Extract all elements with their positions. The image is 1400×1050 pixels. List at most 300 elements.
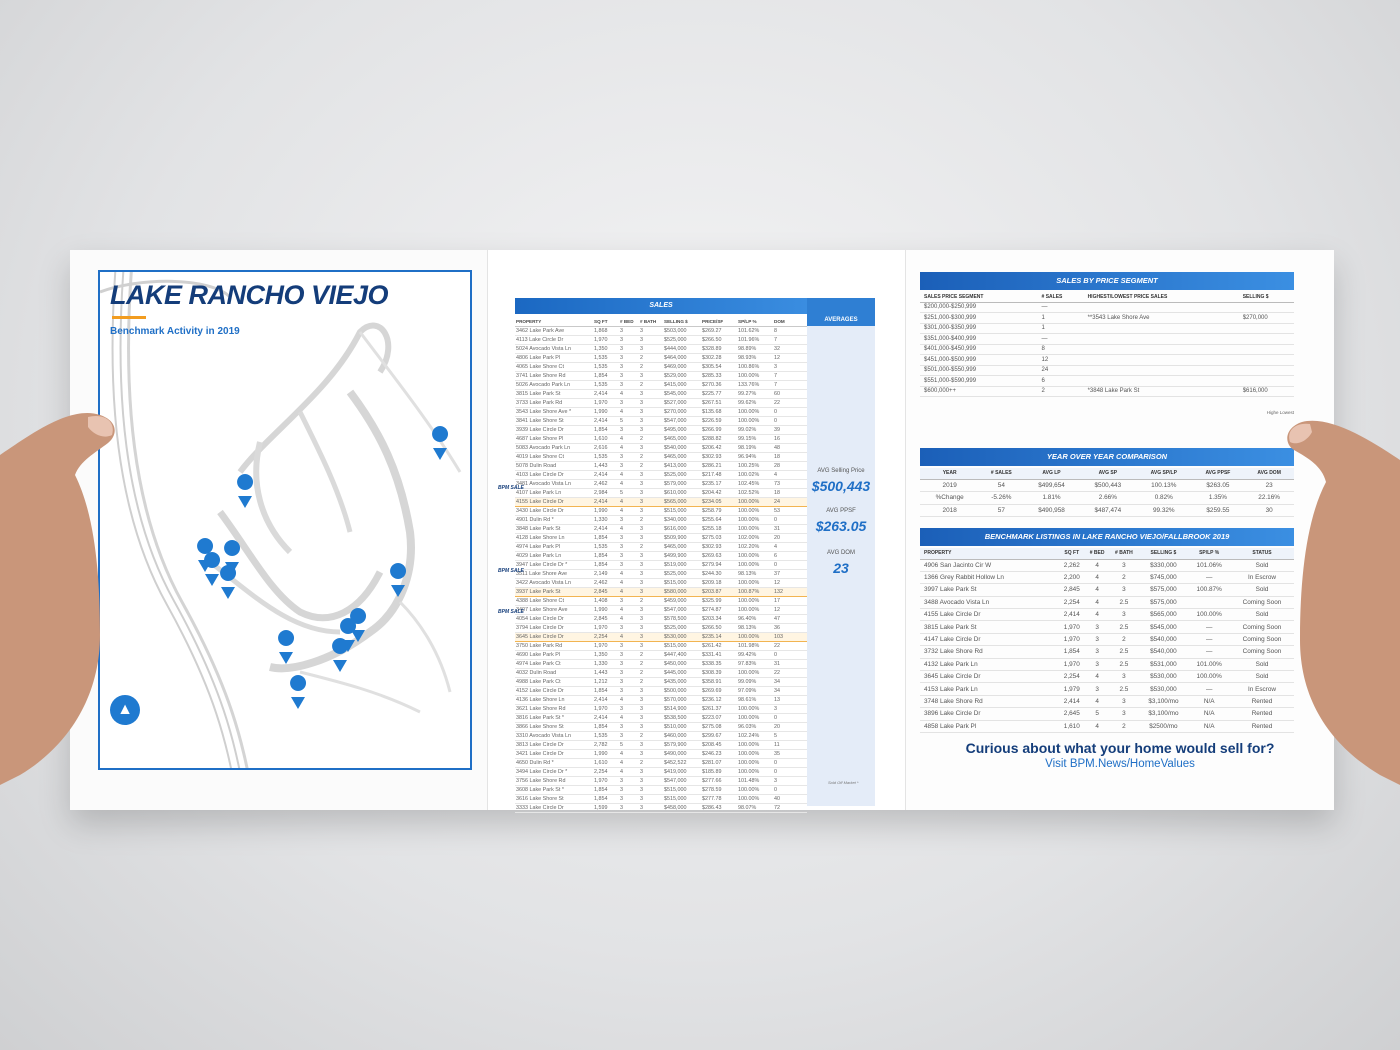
table-cell: 3 bbox=[619, 533, 639, 542]
table-cell: $299.67 bbox=[701, 731, 737, 740]
table-cell: 4 bbox=[619, 587, 639, 596]
table-cell: 4152 Lake Circle Dr bbox=[515, 686, 593, 695]
table-cell: $244.30 bbox=[701, 569, 737, 578]
table-cell: 6 bbox=[773, 551, 807, 560]
table-cell: 12 bbox=[773, 578, 807, 587]
table-row bbox=[515, 650, 807, 659]
table-row bbox=[515, 461, 807, 470]
table-row bbox=[515, 326, 807, 335]
table-cell: $278.59 bbox=[701, 785, 737, 794]
table-cell: 1,854 bbox=[593, 371, 619, 380]
table-cell: 3 bbox=[639, 776, 663, 785]
table-cell: 99.02% bbox=[737, 425, 773, 434]
table-cell bbox=[1239, 344, 1294, 355]
table-cell: — bbox=[1188, 621, 1230, 633]
table-cell: 4 bbox=[619, 506, 639, 515]
table-cell: — bbox=[1188, 646, 1230, 658]
table-cell: 3 bbox=[1109, 559, 1138, 571]
table-cell: Sold bbox=[1230, 584, 1294, 596]
sales-column-header: SP/LP % bbox=[737, 317, 773, 326]
table-cell: $501,000-$550,999 bbox=[920, 365, 1038, 376]
table-row bbox=[515, 641, 807, 650]
table-row bbox=[920, 671, 1294, 683]
table-cell: 3 bbox=[619, 560, 639, 569]
table-row bbox=[515, 722, 807, 731]
table-cell: 6 bbox=[1038, 376, 1084, 387]
table-cell: 3815 Lake Park St bbox=[920, 621, 1059, 633]
table-cell: $487,474 bbox=[1080, 504, 1136, 517]
table-cell: 1,854 bbox=[593, 785, 619, 794]
table-cell: 3 bbox=[619, 353, 639, 362]
table-row bbox=[515, 803, 807, 812]
table-cell: $459,000 bbox=[663, 596, 701, 605]
table-cell: 3 bbox=[1085, 646, 1109, 658]
table-row bbox=[920, 609, 1294, 621]
table-cell: 4136 Lake Shore Ln bbox=[515, 695, 593, 704]
listings-column-header: # BED bbox=[1085, 548, 1109, 559]
table-cell: 3 bbox=[1109, 708, 1138, 720]
table-cell: 5083 Avocado Park Ln bbox=[515, 443, 593, 452]
table-cell: 4 bbox=[619, 434, 639, 443]
table-cell: 34 bbox=[773, 686, 807, 695]
table-cell: 3 bbox=[639, 614, 663, 623]
table-cell: 13 bbox=[773, 695, 807, 704]
table-cell: 2,845 bbox=[593, 587, 619, 596]
page-title: LAKE RANCHO VIEJO bbox=[110, 280, 389, 310]
table-row bbox=[920, 559, 1294, 571]
table-cell: 3756 Lake Shore Rd bbox=[515, 776, 593, 785]
table-row bbox=[515, 596, 807, 605]
table-row bbox=[920, 571, 1294, 583]
table-row bbox=[515, 407, 807, 416]
table-cell: 0 bbox=[773, 515, 807, 524]
table-row bbox=[920, 302, 1294, 313]
table-cell: $301,000-$350,999 bbox=[920, 323, 1038, 334]
cta-link[interactable]: Visit BPM.News/HomeValues bbox=[1045, 758, 1195, 770]
table-cell: 1,990 bbox=[593, 407, 619, 416]
table-cell: 3 bbox=[619, 677, 639, 686]
table-cell: 3 bbox=[639, 425, 663, 434]
table-cell: 4 bbox=[1085, 695, 1109, 707]
table-cell bbox=[1239, 302, 1294, 313]
table-cell: 2.5 bbox=[1109, 658, 1138, 670]
table-cell: 4 bbox=[619, 470, 639, 479]
yoy-table bbox=[920, 468, 1294, 517]
table-cell: 1,854 bbox=[1059, 646, 1085, 658]
table-cell: $458,000 bbox=[663, 803, 701, 812]
table-cell: 23 bbox=[1244, 479, 1294, 492]
table-cell: 7 bbox=[773, 371, 807, 380]
table-row bbox=[515, 767, 807, 776]
table-cell: $616,000 bbox=[1239, 386, 1294, 397]
table-cell: 3848 Lake Park St bbox=[515, 524, 593, 533]
table-cell: $500,000 bbox=[663, 686, 701, 695]
table-cell: $530,000 bbox=[1138, 671, 1188, 683]
table-cell: 101.96% bbox=[737, 335, 773, 344]
table-cell: $203.34 bbox=[701, 614, 737, 623]
table-cell: 1,970 bbox=[593, 398, 619, 407]
table-cell: 3 bbox=[639, 524, 663, 533]
listings-table bbox=[920, 548, 1294, 733]
table-cell: 2,845 bbox=[1059, 584, 1085, 596]
table-cell: $575,000 bbox=[1138, 584, 1188, 596]
table-row bbox=[920, 479, 1294, 492]
table-cell: 2,414 bbox=[593, 497, 619, 506]
table-cell: N/A bbox=[1188, 720, 1230, 732]
table-cell: 1,350 bbox=[593, 650, 619, 659]
table-cell: 0.82% bbox=[1136, 492, 1192, 505]
table-cell: 100.00% bbox=[737, 704, 773, 713]
table-row bbox=[515, 704, 807, 713]
table-cell: 2,616 bbox=[593, 443, 619, 452]
table-row bbox=[515, 362, 807, 371]
table-cell: 4690 Lake Park Pl bbox=[515, 650, 593, 659]
table-cell: 3815 Lake Park St bbox=[515, 389, 593, 398]
table-cell: 18 bbox=[773, 488, 807, 497]
map-frame bbox=[98, 270, 472, 770]
table-cell: 3 bbox=[639, 623, 663, 632]
table-cell: 3 bbox=[639, 344, 663, 353]
table-cell: 3 bbox=[639, 560, 663, 569]
table-cell: 3407 Lake Shore Ave bbox=[515, 605, 593, 614]
table-cell: $451,000-$500,999 bbox=[920, 355, 1038, 366]
table-cell: 40 bbox=[773, 794, 807, 803]
table-cell: $525,000 bbox=[663, 623, 701, 632]
table-cell: 3 bbox=[1109, 609, 1138, 621]
table-cell: Coming Soon bbox=[1230, 646, 1294, 658]
table-cell: $464,000 bbox=[663, 353, 701, 362]
table-cell: 102.45% bbox=[737, 479, 773, 488]
table-cell: 100.13% bbox=[1136, 479, 1192, 492]
table-cell: $545,000 bbox=[1138, 621, 1188, 633]
table-cell bbox=[1188, 596, 1230, 608]
table-cell: 2.5 bbox=[1109, 646, 1138, 658]
table-cell: 3 bbox=[1109, 695, 1138, 707]
table-cell: $255.64 bbox=[701, 515, 737, 524]
table-cell: 1,970 bbox=[1059, 633, 1085, 645]
table-cell: $305.54 bbox=[701, 362, 737, 371]
table-cell: $302.93 bbox=[701, 542, 737, 551]
table-cell: 3 bbox=[1109, 671, 1138, 683]
table-cell: 4388 Lake Shore Ct bbox=[515, 596, 593, 605]
table-cell: 100.00% bbox=[1188, 609, 1230, 621]
table-cell: 96.03% bbox=[737, 722, 773, 731]
table-cell: 1,212 bbox=[593, 677, 619, 686]
table-cell: 4650 Dulin Rd * bbox=[515, 758, 593, 767]
neighborhood-map bbox=[100, 272, 472, 770]
table-cell: $285.33 bbox=[701, 371, 737, 380]
table-row bbox=[920, 658, 1294, 670]
table-cell: 3 bbox=[619, 659, 639, 668]
sales-column-header: SELLING $ bbox=[663, 317, 701, 326]
table-row bbox=[515, 524, 807, 533]
table-row bbox=[920, 633, 1294, 645]
table-cell: 3 bbox=[1109, 584, 1138, 596]
table-cell: 3 bbox=[619, 668, 639, 677]
table-row bbox=[920, 720, 1294, 732]
table-cell: 2,414 bbox=[593, 524, 619, 533]
table-row bbox=[920, 683, 1294, 695]
table-cell: 2 bbox=[1109, 720, 1138, 732]
table-cell: $490,958 bbox=[1023, 504, 1079, 517]
table-cell: $269.69 bbox=[701, 686, 737, 695]
listings-column-header: SP/LP % bbox=[1188, 548, 1230, 559]
table-cell: 4974 Lake Park Pl bbox=[515, 542, 593, 551]
table-row bbox=[515, 569, 807, 578]
table-cell: 98.93% bbox=[737, 353, 773, 362]
table-row bbox=[515, 758, 807, 767]
table-cell: 11 bbox=[773, 740, 807, 749]
table-cell: $275.08 bbox=[701, 722, 737, 731]
table-cell: 31 bbox=[773, 659, 807, 668]
table-cell: 3 bbox=[639, 335, 663, 344]
table-cell: 3 bbox=[639, 767, 663, 776]
table-cell: 48 bbox=[773, 443, 807, 452]
table-cell: 53 bbox=[773, 506, 807, 515]
table-cell: 2 bbox=[639, 596, 663, 605]
table-cell: 1,535 bbox=[593, 353, 619, 362]
table-cell: $2500/mo bbox=[1138, 720, 1188, 732]
table-cell: $509,900 bbox=[663, 533, 701, 542]
table-cell: In Escrow bbox=[1230, 571, 1294, 583]
table-cell: 3 bbox=[639, 695, 663, 704]
table-cell: *3848 Lake Park St bbox=[1084, 386, 1239, 397]
yoy-column-header: AVG DOM bbox=[1244, 468, 1294, 479]
table-cell: 0 bbox=[773, 767, 807, 776]
table-cell: 3310 Avocado Vista Ln bbox=[515, 731, 593, 740]
table-cell: $217.48 bbox=[701, 470, 737, 479]
table-row bbox=[920, 365, 1294, 376]
table-cell: 2019 bbox=[920, 479, 979, 492]
table-cell: 20 bbox=[773, 722, 807, 731]
price-segment-column-header: HIGHEST/LOWEST PRICE SALES bbox=[1084, 292, 1239, 302]
yoy-column-header: # SALES bbox=[979, 468, 1023, 479]
table-row bbox=[515, 749, 807, 758]
table-cell: 2 bbox=[639, 758, 663, 767]
table-row bbox=[515, 371, 807, 380]
table-cell: 1,443 bbox=[593, 668, 619, 677]
table-cell: 1,854 bbox=[593, 533, 619, 542]
table-cell: 3 bbox=[619, 641, 639, 650]
table-cell: $279.94 bbox=[701, 560, 737, 569]
table-cell: 1.35% bbox=[1192, 492, 1245, 505]
table-cell: 4155 Lake Circle Dr bbox=[920, 609, 1059, 621]
table-row bbox=[920, 376, 1294, 387]
yoy-column-header: AVG SP bbox=[1080, 468, 1136, 479]
table-cell: $515,000 bbox=[663, 578, 701, 587]
table-cell: $208.45 bbox=[701, 740, 737, 749]
table-row bbox=[515, 335, 807, 344]
table-cell: 3 bbox=[619, 542, 639, 551]
table-row bbox=[920, 344, 1294, 355]
table-cell: 96.94% bbox=[737, 452, 773, 461]
table-row bbox=[920, 504, 1294, 517]
sales-panel bbox=[488, 250, 906, 810]
table-cell: 1,868 bbox=[593, 326, 619, 335]
table-cell: $575,000 bbox=[1138, 596, 1188, 608]
table-cell: 4806 Lake Park Pl bbox=[515, 353, 593, 362]
table-cell: 1,350 bbox=[593, 344, 619, 353]
sales-column-header: # BATH bbox=[639, 317, 663, 326]
table-cell: N/A bbox=[1188, 708, 1230, 720]
table-row bbox=[515, 686, 807, 695]
table-cell: $444,000 bbox=[663, 344, 701, 353]
table-cell: 103 bbox=[773, 632, 807, 641]
table-cell: 4 bbox=[773, 470, 807, 479]
table-cell: 17 bbox=[773, 596, 807, 605]
table-cell: 20 bbox=[773, 533, 807, 542]
table-cell: 97.83% bbox=[737, 659, 773, 668]
table-cell: 5 bbox=[619, 740, 639, 749]
table-cell: $263.05 bbox=[1192, 479, 1245, 492]
table-cell: 100.00% bbox=[737, 506, 773, 515]
sales-column-header: PROPERTY bbox=[515, 317, 593, 326]
table-cell: 1,610 bbox=[593, 434, 619, 443]
table-cell: 4 bbox=[1085, 571, 1109, 583]
table-cell: $302.93 bbox=[701, 452, 737, 461]
table-cell: 3488 Avocado Vista Ln bbox=[920, 596, 1059, 608]
table-cell: 3 bbox=[619, 722, 639, 731]
table-cell: 3481 Avocado Vista Ln bbox=[515, 479, 593, 488]
table-cell: 3 bbox=[619, 425, 639, 434]
table-cell: 3 bbox=[639, 416, 663, 425]
table-cell: 4 bbox=[1085, 609, 1109, 621]
listings-column-header: STATUS bbox=[1230, 548, 1294, 559]
table-cell: $419,000 bbox=[663, 767, 701, 776]
table-cell: 101.00% bbox=[1188, 658, 1230, 670]
table-cell: Rented bbox=[1230, 720, 1294, 732]
table-cell: Coming Soon bbox=[1230, 633, 1294, 645]
table-cell: 4128 Lake Shore Ln bbox=[515, 533, 593, 542]
table-cell: 12 bbox=[773, 605, 807, 614]
table-row bbox=[515, 353, 807, 362]
table-cell: 3 bbox=[619, 452, 639, 461]
table-cell: 22 bbox=[773, 398, 807, 407]
table-cell: $266.50 bbox=[701, 623, 737, 632]
table-cell: 100.00% bbox=[737, 713, 773, 722]
table-cell: 1,970 bbox=[1059, 621, 1085, 633]
table-cell: $500,443 bbox=[1080, 479, 1136, 492]
table-cell: 3 bbox=[619, 551, 639, 560]
table-cell: 4113 Lake Circle Dr bbox=[515, 335, 593, 344]
table-row bbox=[515, 542, 807, 551]
table-cell: 99.27% bbox=[737, 389, 773, 398]
table-row bbox=[515, 515, 807, 524]
table-cell: 1,535 bbox=[593, 542, 619, 551]
table-cell: 3816 Lake Park St * bbox=[515, 713, 593, 722]
table-cell: 4 bbox=[1085, 596, 1109, 608]
table-cell: In Escrow bbox=[1230, 683, 1294, 695]
table-cell: 100.00% bbox=[737, 524, 773, 533]
table-cell: 36 bbox=[773, 623, 807, 632]
table-cell: 0 bbox=[773, 407, 807, 416]
table-cell: 2,200 bbox=[1059, 571, 1085, 583]
table-cell: 3511 Lake Shore Ave bbox=[515, 569, 593, 578]
table-cell: 4 bbox=[1085, 559, 1109, 571]
listings-column-header: # BATH bbox=[1109, 548, 1138, 559]
table-cell: 2,414 bbox=[593, 695, 619, 704]
table-cell: $515,000 bbox=[663, 794, 701, 803]
table-cell: $288.82 bbox=[701, 434, 737, 443]
table-row bbox=[515, 380, 807, 389]
table-cell: 3997 Lake Park St bbox=[920, 584, 1059, 596]
table-cell: Sold bbox=[1230, 559, 1294, 571]
price-segment-column-header: # SALES bbox=[1038, 292, 1084, 302]
table-cell: 5 bbox=[1085, 708, 1109, 720]
table-cell: $616,000 bbox=[663, 524, 701, 533]
table-cell: 1,970 bbox=[593, 335, 619, 344]
avg-ppsf: $263.05 bbox=[815, 518, 867, 534]
table-cell: $519,000 bbox=[663, 560, 701, 569]
table-row bbox=[515, 506, 807, 515]
table-cell: 47 bbox=[773, 614, 807, 623]
table-cell: 100.87% bbox=[737, 587, 773, 596]
table-cell: 3741 Lake Shore Rd bbox=[515, 371, 593, 380]
table-cell: 3 bbox=[619, 515, 639, 524]
table-cell: Sold bbox=[1230, 609, 1294, 621]
table-cell: $540,000 bbox=[1138, 646, 1188, 658]
table-cell: $469,000 bbox=[663, 362, 701, 371]
table-cell: $515,000 bbox=[663, 785, 701, 794]
table-row bbox=[515, 434, 807, 443]
table-cell: 100.00% bbox=[737, 767, 773, 776]
table-cell: $413,000 bbox=[663, 461, 701, 470]
table-cell: $225.77 bbox=[701, 389, 737, 398]
yoy-column-header: AVG PPSF bbox=[1192, 468, 1245, 479]
table-cell: 2,462 bbox=[593, 578, 619, 587]
table-cell: $330,000 bbox=[1138, 559, 1188, 571]
table-cell: 3 bbox=[639, 587, 663, 596]
table-cell: 54 bbox=[979, 479, 1023, 492]
table-cell: 1,970 bbox=[593, 623, 619, 632]
table-cell: $495,000 bbox=[663, 425, 701, 434]
table-row bbox=[920, 313, 1294, 324]
table-cell: 3896 Lake Circle Dr bbox=[920, 708, 1059, 720]
table-cell: 4 bbox=[619, 569, 639, 578]
table-cell: 101.98% bbox=[737, 641, 773, 650]
map-pin bbox=[237, 474, 253, 508]
table-cell: 16 bbox=[773, 434, 807, 443]
table-cell: 4029 Lake Park Ln bbox=[515, 551, 593, 560]
table-cell: $270,000 bbox=[663, 407, 701, 416]
map-pin bbox=[290, 675, 306, 709]
table-cell: $515,000 bbox=[663, 506, 701, 515]
table-cell: 3937 Lake Park St bbox=[515, 587, 593, 596]
table-cell: $275.03 bbox=[701, 533, 737, 542]
price-segment-table bbox=[920, 292, 1294, 397]
table-cell: 99.42% bbox=[737, 650, 773, 659]
table-cell: 2,254 bbox=[1059, 671, 1085, 683]
yoy-header: YEAR OVER YEAR COMPARISON bbox=[920, 448, 1294, 466]
table-cell: 3 bbox=[639, 794, 663, 803]
table-cell: 1,854 bbox=[593, 425, 619, 434]
left-hand bbox=[0, 395, 130, 795]
yoy-column-header: AVG SP/LP bbox=[1136, 468, 1192, 479]
table-cell: $499,654 bbox=[1023, 479, 1079, 492]
table-cell bbox=[1084, 302, 1239, 313]
table-cell: $547,000 bbox=[663, 605, 701, 614]
table-cell: 8 bbox=[1038, 344, 1084, 355]
table-cell: -5.26% bbox=[979, 492, 1023, 505]
table-cell: 3947 Lake Circle Dr * bbox=[515, 560, 593, 569]
table-cell: $3,100/mo bbox=[1138, 695, 1188, 707]
table-cell: 3 bbox=[619, 380, 639, 389]
listings-column-header: PROPERTY bbox=[920, 548, 1059, 559]
cta-question: Curious about what your home would sell for? bbox=[965, 740, 1275, 756]
table-cell: 12 bbox=[773, 353, 807, 362]
table-cell: $236.12 bbox=[701, 695, 737, 704]
table-cell: 8 bbox=[773, 326, 807, 335]
